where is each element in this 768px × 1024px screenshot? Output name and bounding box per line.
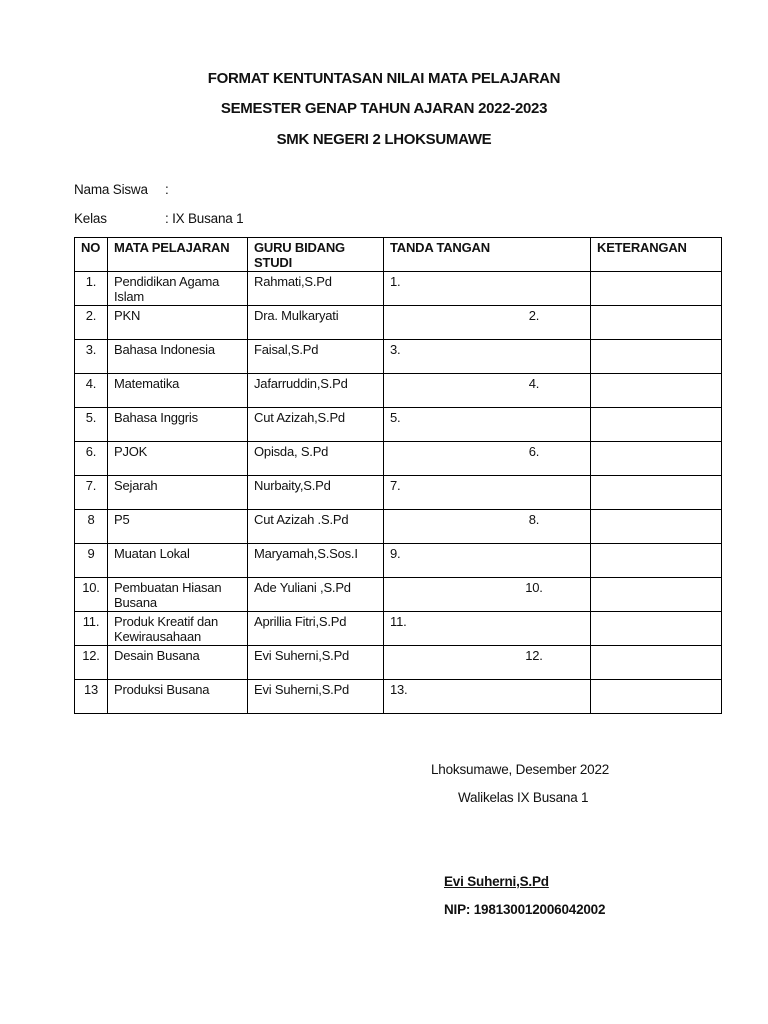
signature-cell: 3. bbox=[384, 340, 591, 374]
signature-cell: 10. bbox=[384, 578, 591, 612]
table-row bbox=[75, 544, 722, 578]
table-row bbox=[75, 680, 722, 714]
table-row bbox=[75, 510, 722, 544]
subject-cell: P5 bbox=[108, 510, 248, 544]
teacher-cell: Aprillia Fitri,S.Pd bbox=[248, 612, 384, 646]
place-date: Lhoksumawe, Desember 2022 bbox=[431, 762, 610, 777]
document-subtitle-semester: SEMESTER GENAP TAHUN AJARAN 2022-2023 bbox=[220, 100, 548, 117]
student-name-value: : bbox=[165, 182, 169, 197]
subject-cell: Muatan Lokal bbox=[108, 544, 248, 578]
signature-cell: 4. bbox=[384, 374, 591, 408]
row-number: 9 bbox=[75, 544, 108, 578]
row-number: 1. bbox=[75, 272, 108, 306]
row-number: 3. bbox=[75, 340, 108, 374]
signature-cell: 9. bbox=[384, 544, 591, 578]
notes-cell bbox=[591, 510, 722, 544]
subject-cell: Pembuatan Hiasan Busana bbox=[108, 578, 248, 612]
row-number: 12. bbox=[75, 646, 108, 680]
table-row bbox=[75, 272, 722, 306]
row-number: 4. bbox=[75, 374, 108, 408]
teacher-cell: Rahmati,S.Pd bbox=[248, 272, 384, 306]
table-row bbox=[75, 340, 722, 374]
subject-cell: Produk Kreatif dan Kewirausahaan bbox=[108, 612, 248, 646]
column-header-signature: TANDA TANGAN bbox=[384, 238, 591, 272]
teacher-cell: Cut Azizah .S.Pd bbox=[248, 510, 384, 544]
teacher-cell: Evi Suherni,S.Pd bbox=[248, 646, 384, 680]
subject-cell: Desain Busana bbox=[108, 646, 248, 680]
row-number: 5. bbox=[75, 408, 108, 442]
signature-cell: 13. bbox=[384, 680, 591, 714]
teacher-cell: Opisda, S.Pd bbox=[248, 442, 384, 476]
row-number: 2. bbox=[75, 306, 108, 340]
row-number: 11. bbox=[75, 612, 108, 646]
notes-cell bbox=[591, 612, 722, 646]
signature-cell: 8. bbox=[384, 510, 591, 544]
table-row bbox=[75, 442, 722, 476]
teacher-cell: Ade Yuliani ,S.Pd bbox=[248, 578, 384, 612]
table-row bbox=[75, 612, 722, 646]
column-header-subject: MATA PELAJARAN bbox=[108, 238, 248, 272]
notes-cell bbox=[591, 578, 722, 612]
document-title: FORMAT KENTUNTASAN NILAI MATA PELAJARAN bbox=[207, 70, 561, 87]
column-header-no: NO bbox=[75, 238, 108, 272]
teacher-cell: Dra. Mulkaryati bbox=[248, 306, 384, 340]
column-header-notes: KETERANGAN bbox=[591, 238, 722, 272]
class-row bbox=[74, 211, 243, 226]
class-value: : IX Busana 1 bbox=[165, 211, 244, 226]
notes-cell bbox=[591, 646, 722, 680]
document-subtitle-school: SMK NEGERI 2 LHOKSUMAWE bbox=[276, 131, 492, 148]
student-name-row bbox=[74, 182, 169, 197]
table-row bbox=[75, 476, 722, 510]
notes-cell bbox=[591, 408, 722, 442]
signer-role: Walikelas IX Busana 1 bbox=[458, 790, 589, 805]
teacher-cell: Faisal,S.Pd bbox=[248, 340, 384, 374]
table-row bbox=[75, 374, 722, 408]
student-name-label: Nama Siswa bbox=[74, 182, 148, 197]
signer-name: Evi Suherni,S.Pd bbox=[444, 874, 549, 889]
row-number: 8 bbox=[75, 510, 108, 544]
notes-cell bbox=[591, 476, 722, 510]
table-row bbox=[75, 306, 722, 340]
teacher-cell: Cut Azizah,S.Pd bbox=[248, 408, 384, 442]
notes-cell bbox=[591, 272, 722, 306]
class-label: Kelas bbox=[74, 211, 107, 226]
teacher-cell: Nurbaity,S.Pd bbox=[248, 476, 384, 510]
row-number: 7. bbox=[75, 476, 108, 510]
table-row bbox=[75, 578, 722, 612]
table-body bbox=[75, 272, 722, 714]
row-number: 10. bbox=[75, 578, 108, 612]
signature-cell: 7. bbox=[384, 476, 591, 510]
signature-cell: 1. bbox=[384, 272, 591, 306]
subject-cell: Bahasa Indonesia bbox=[108, 340, 248, 374]
table-row bbox=[75, 646, 722, 680]
teacher-cell: Evi Suherni,S.Pd bbox=[248, 680, 384, 714]
teacher-cell: Maryamah,S.Sos.I bbox=[248, 544, 384, 578]
notes-cell bbox=[591, 680, 722, 714]
notes-cell bbox=[591, 340, 722, 374]
subject-cell: Pendidikan Agama Islam bbox=[108, 272, 248, 306]
subject-cell: Sejarah bbox=[108, 476, 248, 510]
table-header-row bbox=[75, 238, 722, 272]
notes-cell bbox=[591, 544, 722, 578]
subject-cell: Matematika bbox=[108, 374, 248, 408]
grades-table bbox=[74, 237, 722, 714]
table-row bbox=[75, 408, 722, 442]
row-number: 6. bbox=[75, 442, 108, 476]
notes-cell bbox=[591, 442, 722, 476]
signature-cell: 5. bbox=[384, 408, 591, 442]
subject-cell: Bahasa Inggris bbox=[108, 408, 248, 442]
subject-cell: Produksi Busana bbox=[108, 680, 248, 714]
notes-cell bbox=[591, 306, 722, 340]
column-header-teacher: GURU BIDANG STUDI bbox=[248, 238, 384, 272]
signature-cell: 11. bbox=[384, 612, 591, 646]
notes-cell bbox=[591, 374, 722, 408]
subject-cell: PJOK bbox=[108, 442, 248, 476]
subject-cell: PKN bbox=[108, 306, 248, 340]
signer-nip: NIP: 198130012006042002 bbox=[444, 902, 606, 917]
teacher-cell: Jafarruddin,S.Pd bbox=[248, 374, 384, 408]
row-number: 13 bbox=[75, 680, 108, 714]
signature-cell: 2. bbox=[384, 306, 591, 340]
signature-cell: 6. bbox=[384, 442, 591, 476]
signature-cell: 12. bbox=[384, 646, 591, 680]
